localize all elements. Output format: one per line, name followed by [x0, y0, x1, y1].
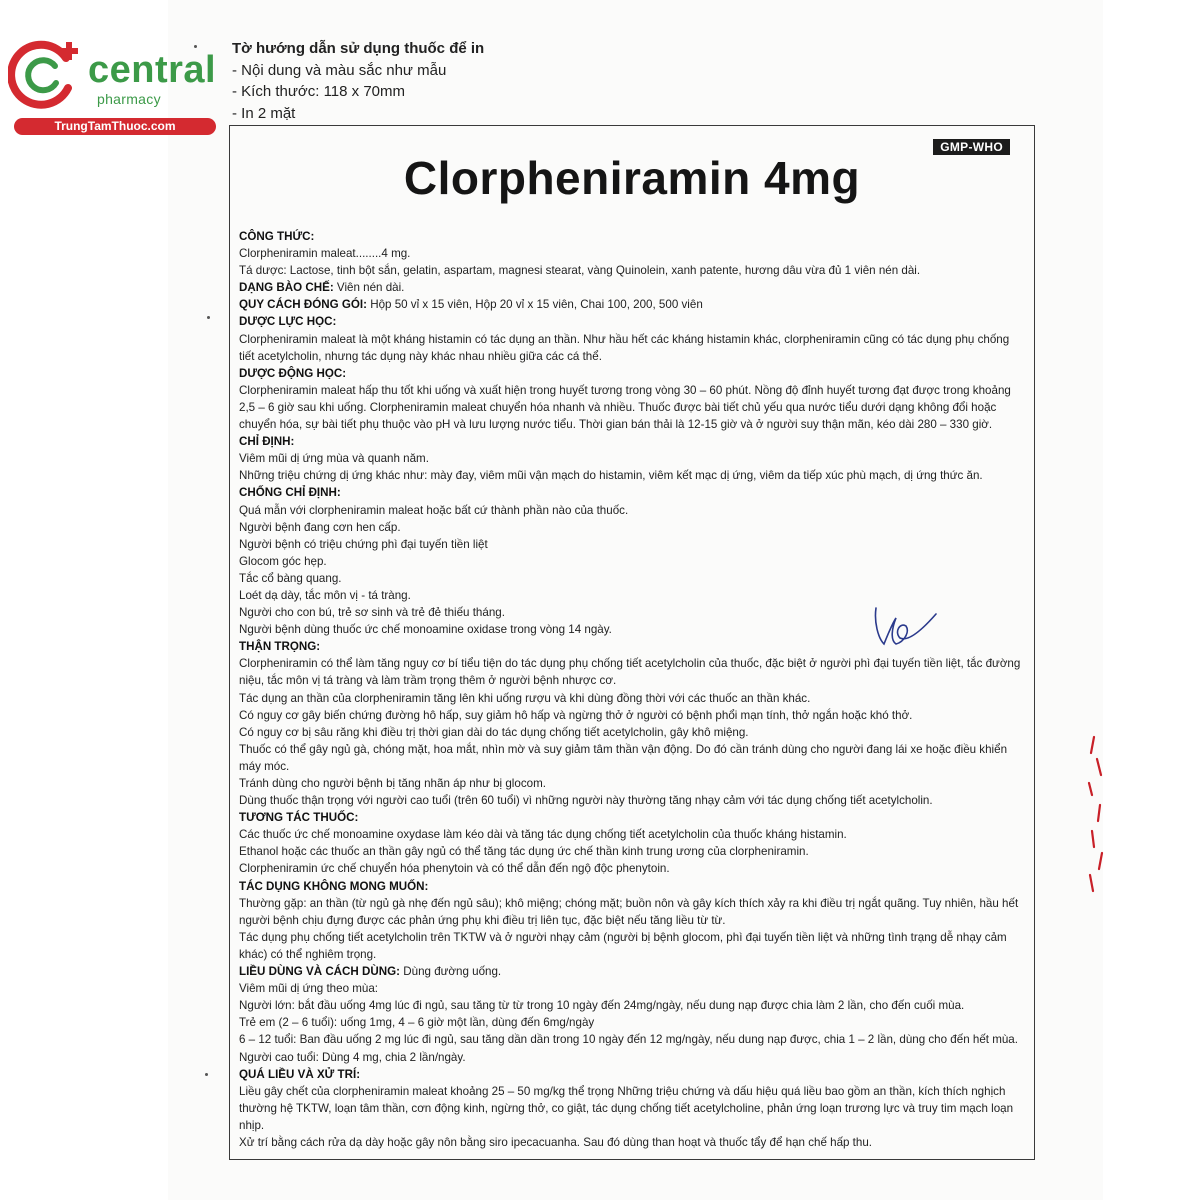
central-pharmacy-emblem-icon	[8, 36, 88, 114]
body-line: Clorpheniramin maleat là một kháng histamin có tác dụng an thần. Như hầu hết các kháng histamin khác, clorpheniramin cũng có tác dụng phụ chống tiết acetylcholin, nhưng tác dụng này khác nhau nhiều giữa các cá thể.	[239, 332, 1010, 363]
section-heading-dang-bao-che: DẠNG BÀO CHẾ:	[239, 281, 334, 295]
section-heading-cong-thuc: CÔNG THỨC:	[239, 230, 315, 243]
red-scan-marks	[1080, 735, 1110, 895]
section-heading-quy-cach: QUY CÁCH ĐÓNG GÓI:	[239, 298, 367, 312]
lieu-dung-text: Dùng đường uống.	[403, 965, 502, 979]
body-line: Clorpheniramin ức chế chuyển hóa phenytoin và có thể dẫn đến ngộ độc phenytoin.	[239, 862, 670, 876]
scan-speck	[207, 316, 210, 319]
signature-icon	[870, 604, 942, 650]
body-line: Tác dụng phụ chống tiết acetylcholin trên TKTW và ở người nhạy cảm (người bị bệnh glocom, phì đại tuyến tiền liệt và những tình trạng dễ nhạy cảm khác) có thể nghiêm trọng.	[239, 930, 1007, 961]
body-line: Viêm mũi dị ứng theo mùa:	[239, 982, 379, 996]
body-line: 6 – 12 tuổi: Ban đầu uống 2 mg lúc đi ngủ, sau tăng dần dần trong 10 ngày đến 12 mg/ngày, nếu dung nạp được, chia 1 – 2 lần, dùng cho đến hết mùa.	[239, 1033, 1018, 1047]
body-line: Loét dạ dày, tắc môn vị - tá tràng.	[239, 588, 411, 602]
print-note-line: - In 2 mặt	[232, 104, 296, 122]
body-line: Tránh dùng cho người bệnh bị tăng nhãn áp như bị glocom.	[239, 777, 546, 790]
logo-website-link[interactable]: TrungTamThuoc.com	[14, 118, 216, 135]
leaflet-frame	[229, 125, 1035, 1160]
section-heading-tuong-tac: TƯƠNG TÁC THUỐC:	[239, 811, 359, 825]
body-line: Tác dụng an thần của clorpheniramin tăng lên khi uống rượu và khi dùng đồng thời với các thuốc an thần khác.	[239, 691, 811, 705]
body-line: Tá dược: Lactose, tinh bột sắn, gelatin, aspartam, magnesi stearat, vàng Quinolein, xanh patente, hương dâu vừa đủ 1 viên nén dài.	[239, 264, 921, 278]
body-line: Có nguy cơ gây biến chứng đường hô hấp, suy giảm hô hấp và ngừng thở ở người có bệnh phổi mạn tính, thở ngắn hoặc khó thở.	[239, 708, 913, 722]
leaflet-body	[239, 228, 1024, 1151]
body-line: Có nguy cơ bị sâu răng khi điều trị thời gian dài do tác dụng chống tiết acetylcholin, gây khô miệng.	[239, 725, 749, 739]
body-line: Người bệnh đang cơn hen cấp.	[239, 520, 401, 534]
print-note-line: - Nội dung và màu sắc như mẫu	[232, 61, 447, 79]
section-heading-than-trong: THẬN TRỌNG:	[239, 640, 321, 654]
body-line: Người bệnh có triệu chứng phì đại tuyến tiền liệt	[239, 537, 488, 551]
body-line: Người lớn: bắt đầu uống 4mg lúc đi ngủ, sau tăng từ từ trong 10 ngày đến 24mg/ngày, nếu dung nạp được chia làm 2 lần, cho đến cuối mùa.	[239, 999, 965, 1013]
body-line: Người bệnh dùng thuốc ức chế monoamine oxidase trong vòng 14 ngày.	[239, 623, 612, 637]
gmp-who-badge: GMP-WHO	[933, 139, 1010, 155]
quy-cach-row	[239, 296, 1024, 313]
body-line: Clorpheniramin maleat........4 mg.	[239, 247, 411, 261]
body-line: Các thuốc ức chế monoamine oxydase làm kéo dài và tăng tác dụng chống tiết acetylcholin của thuốc kháng histamin.	[239, 828, 847, 842]
body-line: Ethanol hoặc các thuốc an thần gây ngủ có thể tăng tác dụng ức chế thần kinh trung ương của clorpheniramin.	[239, 845, 809, 859]
section-heading-chong-chi-dinh: CHỐNG CHỈ ĐỊNH:	[239, 486, 341, 500]
section-heading-duoc-dong-hoc: DƯỢC ĐỘNG HỌC:	[239, 366, 347, 380]
section-heading-tac-dung-khong-mong-muon: TÁC DỤNG KHÔNG MONG MUỐN:	[239, 879, 429, 893]
logo-brand-text: central	[88, 49, 217, 91]
body-line: Những triệu chứng dị ứng khác như: mày đay, viêm mũi vận mạch do histamin, viêm kết mạc dị ứng, viêm da tiếp xúc phù mạch, dị ứng thức ăn.	[239, 469, 983, 483]
body-line: Tắc cổ bàng quang.	[239, 571, 342, 585]
section-heading-duoc-luc-hoc: DƯỢC LỰC HỌC:	[239, 315, 337, 329]
body-line: Liều gây chết của clorpheniramin maleat khoảng 25 – 50 mg/kg thể trọng Những triệu chứng và dấu hiệu quá liều bao gồm an thần, kích thích nghịch thường hệ TKTW, loạn tâm thần, cơn động kinh, ngừng thở, co giật, tác dụng chống tiết acetylcholine, phản ứng loạn trương lực và truy tim mạch loạn nhịp.	[239, 1084, 1014, 1132]
body-line: Thuốc có thể gây ngủ gà, chóng mặt, hoa mắt, nhìn mờ và suy giảm tâm thần vận động. Do đó cần tránh dùng cho người đang lái xe hoặc điều khiển máy móc.	[239, 742, 1008, 773]
body-line: Xử trí bằng cách rửa dạ dày hoặc gây nôn bằng siro ipecacuanha. Sau đó dùng than hoạt và thuốc tẩy để hạn chế hấp thu.	[239, 1135, 873, 1149]
section-heading-qua-lieu: QUÁ LIỀU VÀ XỬ TRÍ:	[239, 1067, 361, 1081]
drug-title: Clorpheniramin 4mg	[403, 152, 861, 204]
body-line: Người cho con bú, trẻ sơ sinh và trẻ đẻ thiếu tháng.	[239, 606, 505, 620]
dang-bao-che-text: Viên nén dài.	[336, 281, 405, 295]
body-line: Người cao tuổi: Dùng 4 mg, chia 2 lần/ngày.	[239, 1050, 466, 1064]
body-line: Quá mẫn với clorpheniramin maleat hoặc bất cứ thành phần nào của thuốc.	[239, 503, 629, 517]
body-line: Glocom góc hẹp.	[239, 554, 327, 568]
body-line: Clorpheniramin có thể làm tăng nguy cơ bí tiểu tiện do tác dụng phụ chống tiết acetylcholin của thuốc, đặc biệt ở người phì đại tuyến tiền liệt, tắc đường niệu, tắc môn vị tá tràng và làm trầm trọng thêm ở người bệnh nhược cơ.	[239, 657, 1021, 688]
logo-sub-text: pharmacy	[97, 91, 161, 107]
print-instructions	[232, 38, 484, 124]
lieu-dung-row	[239, 963, 1024, 980]
central-pharmacy-logo[interactable]	[8, 36, 218, 136]
body-line: Viêm mũi dị ứng mùa và quanh năm.	[239, 452, 429, 466]
body-line: Thường gặp: an thần (từ ngủ gà nhẹ đến ngủ sâu); khô miệng; chóng mặt; buồn nôn và gây kích thích xảy ra khi điều trị ngắt quãng. Tuy nhiên, hầu hết người bệnh chịu đựng được các phản ứng phụ khi điều trị liên tục, đặc biệt nếu tăng liều từ từ.	[239, 896, 1019, 927]
print-note-line: - Kích thước: 118 x 70mm	[232, 83, 405, 100]
scan-speck	[205, 1073, 208, 1076]
body-line: Dùng thuốc thận trọng với người cao tuổi (trên 60 tuổi) vì những người này thường tăng nhạy cảm với tác dụng chống tiết acetylcholin.	[239, 794, 933, 808]
scan-speck	[194, 45, 197, 48]
quy-cach-text: Hộp 50 vỉ x 15 viên, Hộp 20 vỉ x 15 viên, Chai 100, 200, 500 viên	[370, 298, 703, 312]
body-line: Clorpheniramin maleat hấp thu tốt khi uống và xuất hiện trong huyết tương trong vòng 30 – 60 phút. Nồng độ đỉnh huyết tương đạt được trong khoảng 2,5 – 6 giờ sau khi uống. Clorpheniramin maleat chuyển hóa nhanh và nhiều. Thuốc được bài tiết chủ yếu qua nước tiểu dưới dạng không đổi hoặc chuyển hóa, sự bài tiết phụ thuộc vào pH và lưu lượng nước tiểu. Thời gian bán thải là 12-15 giờ và ở người suy thận mãn, kéo dài 280 – 330 giờ.	[239, 383, 1011, 432]
dang-bao-che-row	[239, 279, 1024, 296]
body-line: Trẻ em (2 – 6 tuổi): uống 1mg, 4 – 6 giờ một lần, dùng đến 6mg/ngày	[239, 1016, 595, 1030]
print-note-title: Tờ hướng dẫn sử dụng thuốc để in	[232, 40, 485, 57]
section-heading-lieu-dung: LIỀU DÙNG VÀ CÁCH DÙNG:	[239, 965, 401, 979]
section-heading-chi-dinh: CHỈ ĐỊNH:	[239, 435, 295, 449]
